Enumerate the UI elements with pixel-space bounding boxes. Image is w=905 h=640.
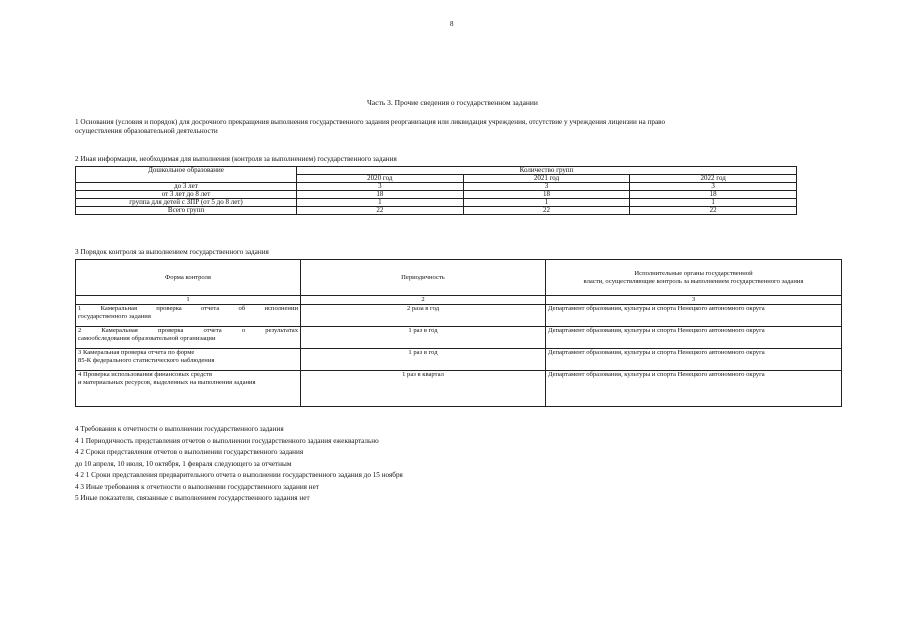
section4-line: 4 2 1 Сроки представления предварительного отчета о выполнении государственного задания до 15 ноября [75, 471, 403, 479]
year-header: 2020 год [297, 175, 464, 183]
table-row [76, 327, 842, 349]
row-label: до 3 лет [76, 183, 297, 191]
cell-value: 18 [630, 191, 797, 199]
form-line: 85-К федерального статистического наблюдения [78, 357, 215, 364]
section4-line: 4 1 Периодичность представления отчетов о выполнении государственного задания ежеквартально [75, 436, 379, 445]
organ-cell: Департамент образования, культуры и спорта Ненецкого автономного округа [546, 305, 842, 327]
cell-value: 22 [297, 207, 464, 215]
row-label: Всего групп [76, 207, 297, 215]
section3-title: 3 Порядок контроля за выполнением государственного задания [75, 248, 269, 256]
group-header: Количество групп [297, 167, 797, 175]
form-line: 2 Камеральная проверка отчета о результатах [78, 327, 298, 334]
cell-value: 22 [630, 207, 797, 215]
form-cell [76, 305, 301, 327]
table-row [76, 167, 797, 175]
control-table [75, 259, 842, 407]
cell-value: 3 [463, 183, 630, 191]
year-header: 2022 год [630, 175, 797, 183]
col-header: Дошкольное образование [76, 167, 297, 183]
period-cell: 1 раз в квартал [301, 371, 546, 407]
form-cell [76, 327, 301, 349]
section1-line1: 1 Основания (условия и порядок) для досрочного прекращения выполнения государственного задания реорганизация или ликвидация учреждения, отсутствие у учреждения лицензии на право [75, 118, 666, 126]
cell-value: 22 [463, 207, 630, 215]
form-line: государственного задания [78, 313, 151, 320]
col-number: 2 [301, 296, 546, 305]
form-cell [76, 349, 301, 371]
section4-line: 4 Требования к отчетности о выполнении государственного задания [75, 425, 284, 433]
col-number: 3 [546, 296, 842, 305]
organ-cell: Департамент образования, культуры и спорта Ненецкого автономного округа [546, 327, 842, 349]
table-row [76, 207, 797, 215]
cell-value: 3 [630, 183, 797, 191]
header-organs-line1: Исполнительные органы государственной [634, 269, 753, 277]
header-period: Периодичность [301, 260, 546, 296]
form-line: 3 Камеральная проверка отчета по форме [78, 349, 195, 356]
form-cell [76, 371, 301, 407]
year-header: 2021 год [463, 175, 630, 183]
period-cell: 1 раз в год [301, 349, 546, 371]
section4-line: 4 2 Сроки представления отчетов о выполнении государственного задания [75, 448, 304, 456]
cell-value: 18 [463, 191, 630, 199]
part-title: Часть 3. Прочие сведения о государственном задании [367, 98, 538, 107]
section4-line: 4 3 Иные требования к отчетности о выполнении государственного задания нет [75, 482, 319, 491]
table-row [76, 371, 842, 407]
section4-block [75, 424, 403, 505]
cell-value: 1 [630, 199, 797, 207]
form-line: 1 Камеральная проверка отчета об исполнении [78, 305, 298, 312]
section1-line2: осуществления образовательной деятельности [75, 127, 218, 135]
form-line: самообследования образовательной организации [78, 335, 216, 342]
table-row [76, 260, 842, 296]
organ-cell: Департамент образования, культуры и спорта Ненецкого автономного округа [546, 371, 842, 407]
row-label: от 3 лет до 8 лет [76, 191, 297, 199]
period-cell: 1 раз в год [301, 327, 546, 349]
cell-value: 1 [463, 199, 630, 207]
header-organs [546, 260, 842, 296]
table-row [76, 305, 842, 327]
form-line: и материальных ресурсов, выделенных на выполнения задания [78, 379, 256, 386]
section4-line: 5 Иные показатели, связанные с выполнением государственного задания нет [75, 494, 310, 502]
header-organs-line2: власти, осуществляющие контроль за выполнением государственного задания [583, 277, 804, 285]
page-number: 8 [450, 20, 454, 28]
header-form: Форма контроля [76, 260, 301, 296]
cell-value: 18 [297, 191, 464, 199]
table-row [76, 296, 842, 305]
cell-value: 1 [297, 199, 464, 207]
table-row [76, 349, 842, 371]
organ-cell: Департамент образования, культуры и спорта Ненецкого автономного округа [546, 349, 842, 371]
cell-value: 3 [297, 183, 464, 191]
section2-title: 2 Иная информация, необходимая для выполнения (контроля за выполнением) государственного задания [75, 155, 397, 163]
row-label: группа для детей с ЗПР (от 5 до 8 лет) [76, 199, 297, 207]
section4-line: до 10 апреля, 10 июля, 10 октября, 1 февраля следующего за отчетным [75, 459, 292, 468]
col-number: 1 [76, 296, 301, 305]
form-line: 4 Проверка использования финансовых средств [78, 371, 213, 378]
period-cell: 2 раза в год [301, 305, 546, 327]
groups-table [75, 166, 797, 215]
